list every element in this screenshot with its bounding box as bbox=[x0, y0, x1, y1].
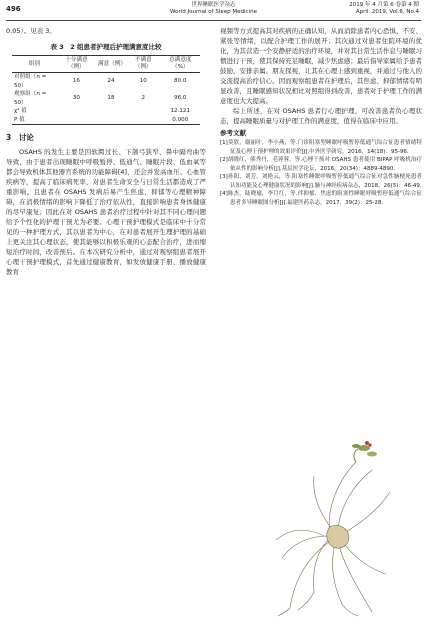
table-cell bbox=[57, 107, 96, 116]
reference-item: [1]莫欣，谢丽叶，李小燕，等.门诊阻塞型睡眠呼吸暂停低通气综合征患者情绪特征及心理干预护理的效果评价[J].中外医学研究，2016，14(18)：95-96. bbox=[220, 140, 422, 155]
reference-item: [2]胡晓红，熊秀丹，毛蓉蓉，等.心理干预对 OSAHS 患者使用 BIPAP 呼吸机治疗依从性的影响分析[J].基层医学论坛，2016，20(34)：4889-4890. bbox=[220, 157, 422, 172]
issue-info bbox=[349, 2, 419, 16]
table-cell: 10 bbox=[139, 78, 147, 85]
discussion-paragraph: 视频等方式提高其对疾病的正确认知，从而消除患者内心恐惧、不安、紧张等情绪，以配合护理工作的展开；其次通过对患者住院环境的优化，为其营造一个安静舒适的治疗环境，并对其日常生活作息与睡眠习惯进行干预，使其保持充足睡眠，减少焦虑感；最后指导家属给予患者鼓励，安排亲属、朋友探视，让其在心理上感到重视，并通过与他人的交流提高治疗信心。因而观察组患者在护理后，其焦虑、抑郁情绪有明显改善，且睡眠感知状况相比对照组得到改善，患者对于护理工作的满意度也大大提高。 bbox=[220, 27, 422, 105]
table-cell: 对照组（n = 50） bbox=[14, 74, 47, 89]
table-cell: 30 bbox=[72, 95, 80, 102]
header-rule bbox=[6, 20, 421, 21]
table-cell: 观察组（n = 50） bbox=[14, 91, 47, 106]
discussion-paragraph: OSAHS 的发生主要是因软腭过长、下颌弓狭窄、鼻中隔弯曲等导致，由于患者出现睡眠中呼吸暂停、低通气、睡眠片段、低血氧等都会导致机体其他器官系统的功能障碍[4]，还会并发高血压、心血管疾病等，提高了临床病死率，对患者生命安全与日常生活都造成了严重影响。且患者在 OSAHS 发病后易产生焦虑、抑郁等心理精神障碍，在消极情绪的影响下降低了治疗依从性，直接影响患者身体健康的尽早康复；因此在对 OSAHS 患者治疗过程中针对其不同心理问题给予个性化的护理干预尤为必要。心理干预护理模式是临床中十分常见的一种护理方式，其以患者为中心，在对患者展开生理护理的基础上更关注其心理状态，使其能够以积极乐观的心态配合治疗，进而缩短治疗时间，改善预后。在本次研究分析中，通过对观察组患者展开心理干预护理模式，首先通过健康教育，如发放健康手册、播放健康教育 bbox=[6, 148, 206, 276]
table-cell: P 值 bbox=[14, 116, 25, 123]
journal-title-en: World Journal of Sleep Medicine bbox=[170, 9, 257, 15]
table-cell bbox=[126, 116, 161, 125]
journal-title-cn: 世界睡眠医学杂志 bbox=[191, 2, 236, 8]
table-cell bbox=[96, 116, 126, 125]
table-row bbox=[12, 73, 200, 91]
table-row bbox=[12, 116, 200, 125]
lead-text: 0.05）。见表 3。 bbox=[6, 27, 56, 35]
table-cell bbox=[126, 107, 161, 116]
conclusion-paragraph: 综上所述，在对 OSAHS 患者行心理护理，可改善患者负心理状态，提高睡眠质量与对护理工作的满意度，值得在临床中应用。 bbox=[220, 107, 422, 125]
satisfaction-table bbox=[12, 55, 200, 125]
table-header-cell: 总满意度（%） bbox=[169, 57, 192, 70]
right-column bbox=[220, 26, 422, 207]
table-row bbox=[12, 107, 200, 116]
table-cell bbox=[96, 107, 126, 116]
references-title: 参考文献 bbox=[220, 129, 246, 137]
ginseng-root-illustration bbox=[268, 440, 418, 620]
table-header-cell: 不满意（例） bbox=[134, 57, 152, 70]
page-header bbox=[0, 0, 427, 22]
table-cell: 12.121 bbox=[170, 108, 191, 114]
table-cell: 2 bbox=[141, 95, 146, 102]
table-header-cell: 满意（例） bbox=[97, 60, 126, 67]
table-cell bbox=[57, 116, 96, 125]
table-cell: χ² 值 bbox=[14, 108, 27, 114]
table-row bbox=[12, 90, 200, 107]
table-cell: 80.0 bbox=[174, 78, 187, 85]
journal-title bbox=[150, 2, 277, 16]
table-cell: 16 bbox=[72, 78, 80, 85]
reference-item: [3]孙阳，刘芳，刘艳云，等.阻塞性睡眠呼吸暂停低通气综合征对急性脑梗死患者认知功能及心理健康状况的影响[J].脑与神经疾病杂志，2018，26(5)：46-49. bbox=[220, 174, 422, 189]
left-column bbox=[6, 26, 206, 277]
page-number: 496 bbox=[6, 5, 21, 13]
issue-date-cn: 2019 年 4 月第 6 卷第 4 期 bbox=[349, 2, 419, 8]
table-cell: 24 bbox=[107, 78, 115, 85]
table-cell: 96.0 bbox=[174, 95, 187, 102]
table-cell: 18 bbox=[107, 95, 115, 102]
table-title: 表 3 2 组患者护理后护理满意度比较 bbox=[50, 43, 162, 51]
reference-item: [4]陈杰，陆晓瑜，李月红，等.伴抑郁、焦虑的阻塞性睡眠呼吸暂停低通气综合征患者多导睡眠图分析[J].福建医药杂志，2017，39(2)：25-28. bbox=[220, 191, 422, 206]
table-header-row bbox=[12, 56, 200, 73]
table-header-cell: 组别 bbox=[28, 60, 40, 67]
table-cell: 0.000 bbox=[172, 116, 189, 123]
section-title: 3 讨论 bbox=[6, 133, 34, 142]
issue-date-en: April. 2019, Vol.6, No.4 bbox=[355, 9, 419, 15]
table-header-cell: 十分满意（例） bbox=[65, 57, 88, 70]
